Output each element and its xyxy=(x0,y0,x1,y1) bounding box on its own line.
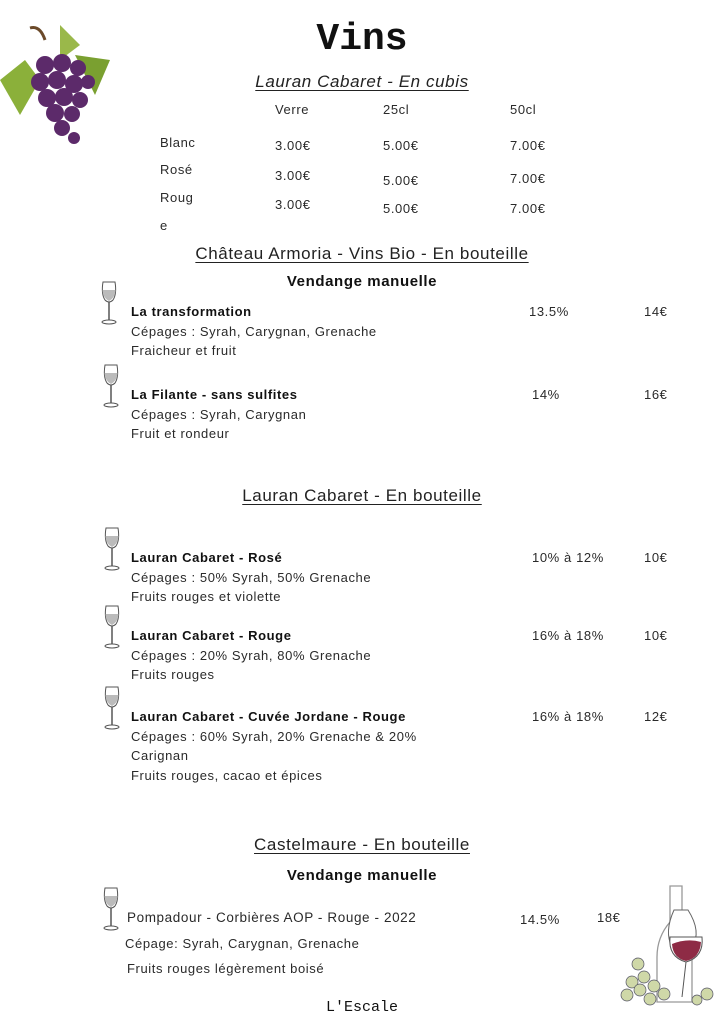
wine-glass-icon xyxy=(102,685,122,731)
wine-name: La Filante - sans sulfites xyxy=(131,387,298,402)
price: 7.00€ xyxy=(510,171,546,186)
row-label: e xyxy=(160,218,168,233)
wine-name: Lauran Cabaret - Rosé xyxy=(131,550,283,565)
row-label: Blanc xyxy=(160,135,196,150)
wine-glass-icon xyxy=(101,363,121,409)
wine-glass-icon xyxy=(102,604,122,650)
price: 5.00€ xyxy=(383,201,419,216)
wine-price: 18€ xyxy=(597,910,621,925)
wine-notes: Fraicheur et fruit xyxy=(131,343,237,358)
wine-degree: 14.5% xyxy=(520,912,560,927)
price: 3.00€ xyxy=(275,168,311,183)
price: 3.00€ xyxy=(275,197,311,212)
wine-notes: Fruits rouges et violette xyxy=(131,589,282,604)
section-heading-cabaret: Lauran Cabaret - En bouteille xyxy=(242,486,482,505)
wine-bottle-illustration xyxy=(612,882,724,1012)
wine-degree: 16% à 18% xyxy=(532,709,604,724)
wine-notes: Fruit et rondeur xyxy=(131,426,230,441)
wine-price: 10€ xyxy=(644,550,668,565)
section-heading-armoria: Château Armoria - Vins Bio - En bouteille xyxy=(195,244,529,263)
wine-price: 14€ xyxy=(644,304,668,319)
price: 7.00€ xyxy=(510,201,546,216)
section-heading-castelmaure: Castelmaure - En bouteille xyxy=(254,835,470,854)
col-header: 25cl xyxy=(383,102,410,117)
wine-name: Lauran Cabaret - Cuvée Jordane - Rouge xyxy=(131,709,406,724)
subheading: Vendange manuelle xyxy=(286,273,438,290)
col-header: 50cl xyxy=(510,102,537,117)
wine-cepages: Cépages : Syrah, Carygnan, Grenache xyxy=(131,323,377,339)
wine-glass-icon xyxy=(99,280,119,326)
wine-glass-icon xyxy=(101,886,121,932)
section-heading-cubis: Lauran Cabaret - En cubis xyxy=(255,72,469,91)
wine-cepages: Carignan xyxy=(131,748,189,763)
footer-restaurant-name: L'Escale xyxy=(325,999,398,1016)
wine-name: Lauran Cabaret - Rouge xyxy=(131,628,292,643)
col-header: Verre xyxy=(275,102,310,117)
row-label: Roug xyxy=(160,190,194,205)
wine-degree: 14% xyxy=(532,387,560,402)
wine-cepages: Cépages : 50% Syrah, 50% Grenache xyxy=(131,569,372,585)
price: 5.00€ xyxy=(383,138,419,153)
wine-cepages: Cépages : 20% Syrah, 80% Grenache xyxy=(131,647,372,663)
wine-cepages: Cépage: Syrah, Carygnan, Grenache xyxy=(125,935,360,951)
price: 3.00€ xyxy=(275,138,311,153)
price: 7.00€ xyxy=(510,138,546,153)
wine-price: 10€ xyxy=(644,628,668,643)
wine-cepages: Cépages : Syrah, Carygnan xyxy=(131,406,307,422)
page-title: Vins xyxy=(316,18,408,61)
wine-cepages: Cépages : 60% Syrah, 20% Grenache & 20% xyxy=(131,728,417,744)
wine-price: 12€ xyxy=(644,709,668,724)
wine-name: La transformation xyxy=(131,304,252,319)
wine-notes: Fruits rouges légèrement boisé xyxy=(127,961,325,976)
subheading: Vendange manuelle xyxy=(286,867,438,884)
row-label: Rosé xyxy=(160,162,193,177)
wine-degree: 10% à 12% xyxy=(532,550,604,565)
wine-price: 16€ xyxy=(644,387,668,402)
wine-glass-icon xyxy=(102,526,122,572)
price: 5.00€ xyxy=(383,173,419,188)
wine-name: Pompadour - Corbières AOP - Rouge - 2022 xyxy=(127,910,417,925)
wine-degree: 13.5% xyxy=(529,304,569,319)
wine-notes: Fruits rouges, cacao et épices xyxy=(131,767,323,783)
wine-degree: 16% à 18% xyxy=(532,628,604,643)
wine-notes: Fruits rouges xyxy=(131,667,215,682)
